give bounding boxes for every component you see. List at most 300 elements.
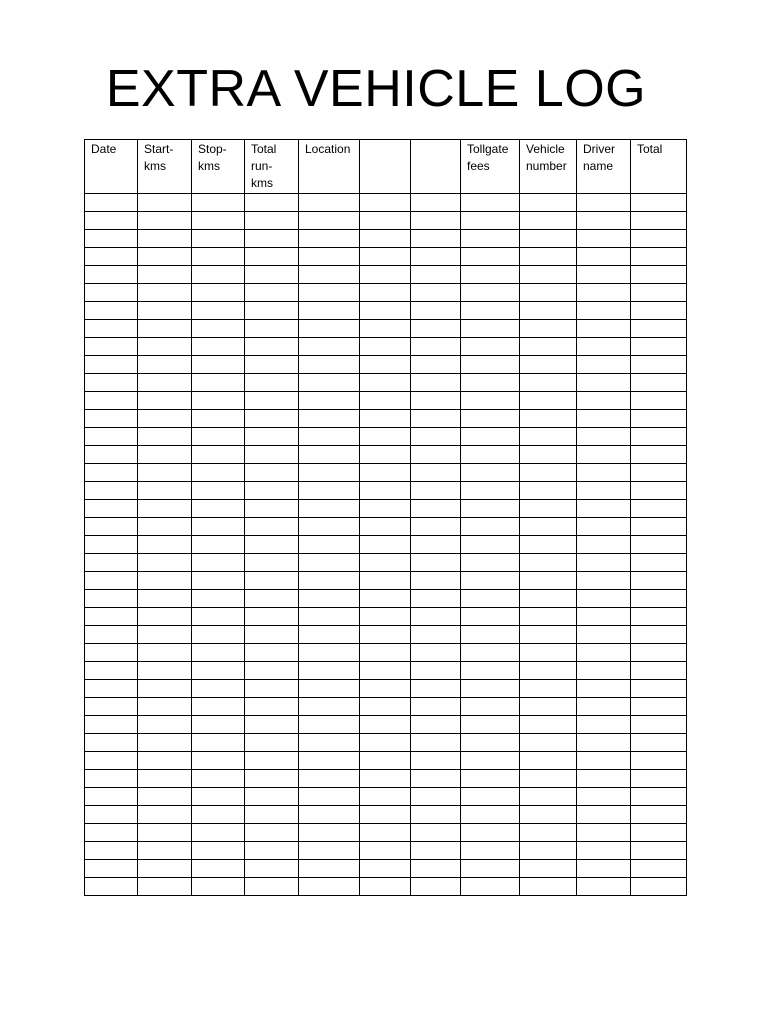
table-cell [461, 302, 520, 320]
table-cell [461, 410, 520, 428]
table-cell [577, 554, 631, 572]
table-cell [192, 518, 245, 536]
table-cell [461, 806, 520, 824]
table-cell [299, 716, 360, 734]
column-header: Start- kms [138, 140, 192, 194]
table-cell [192, 806, 245, 824]
table-cell [138, 356, 192, 374]
table-cell [631, 644, 687, 662]
table-cell [299, 878, 360, 896]
table-cell [360, 194, 411, 212]
table-cell [520, 770, 577, 788]
table-cell [461, 572, 520, 590]
table-cell [577, 500, 631, 518]
table-cell [85, 716, 138, 734]
table-cell [411, 878, 461, 896]
table-cell [192, 590, 245, 608]
table-cell [411, 698, 461, 716]
table-cell [192, 662, 245, 680]
table-cell [192, 230, 245, 248]
table-cell [577, 698, 631, 716]
table-cell [360, 536, 411, 554]
table-cell [192, 644, 245, 662]
table-cell [461, 698, 520, 716]
table-cell [461, 374, 520, 392]
table-cell [245, 788, 299, 806]
table-cell [631, 680, 687, 698]
table-cell [577, 644, 631, 662]
table-cell [360, 824, 411, 842]
table-cell [360, 356, 411, 374]
table-cell [245, 824, 299, 842]
table-cell [138, 230, 192, 248]
table-cell [299, 284, 360, 302]
table-row [85, 212, 687, 230]
table-cell [577, 734, 631, 752]
table-cell [245, 572, 299, 590]
table-cell [360, 626, 411, 644]
table-cell [85, 878, 138, 896]
table-cell [138, 662, 192, 680]
table-cell [192, 428, 245, 446]
table-cell [192, 374, 245, 392]
table-cell [631, 662, 687, 680]
table-cell [192, 212, 245, 230]
table-cell [577, 482, 631, 500]
table-cell [520, 626, 577, 644]
table-cell [299, 230, 360, 248]
table-cell [138, 626, 192, 644]
table-cell [461, 554, 520, 572]
table-cell [192, 878, 245, 896]
table-cell [299, 572, 360, 590]
table-cell [85, 266, 138, 284]
table-cell [360, 338, 411, 356]
table-cell [461, 356, 520, 374]
table-cell [577, 212, 631, 230]
table-cell [461, 878, 520, 896]
table-cell [85, 356, 138, 374]
table-cell [299, 824, 360, 842]
table-cell [631, 500, 687, 518]
table-cell [299, 500, 360, 518]
table-cell [577, 716, 631, 734]
table-cell [85, 500, 138, 518]
table-row [85, 590, 687, 608]
table-row [85, 500, 687, 518]
table-cell [192, 302, 245, 320]
table-cell [520, 860, 577, 878]
table-cell [577, 464, 631, 482]
table-cell [138, 842, 192, 860]
table-cell [411, 338, 461, 356]
table-cell [245, 374, 299, 392]
table-cell [85, 374, 138, 392]
table-row [85, 194, 687, 212]
table-cell [360, 644, 411, 662]
table-cell [245, 248, 299, 266]
table-cell [85, 482, 138, 500]
table-cell [192, 482, 245, 500]
table-cell [631, 716, 687, 734]
table-cell [299, 266, 360, 284]
table-cell [520, 302, 577, 320]
table-row [85, 554, 687, 572]
table-cell [192, 266, 245, 284]
table-row [85, 248, 687, 266]
table-cell [245, 518, 299, 536]
table-cell [138, 446, 192, 464]
table-cell [631, 356, 687, 374]
table-cell [299, 536, 360, 554]
table-cell [411, 194, 461, 212]
table-cell [245, 356, 299, 374]
table-cell [85, 302, 138, 320]
table-cell [85, 518, 138, 536]
table-cell [631, 392, 687, 410]
table-cell [138, 860, 192, 878]
table-cell [411, 662, 461, 680]
table-row [85, 320, 687, 338]
table-cell [520, 554, 577, 572]
table-cell [461, 716, 520, 734]
table-cell [360, 878, 411, 896]
table-cell [245, 806, 299, 824]
table-cell [360, 752, 411, 770]
table-cell [631, 788, 687, 806]
table-cell [411, 392, 461, 410]
table-cell [85, 446, 138, 464]
table-cell [360, 482, 411, 500]
table-cell [577, 230, 631, 248]
table-cell [577, 536, 631, 554]
table-cell [85, 806, 138, 824]
table-row [85, 734, 687, 752]
table-cell [631, 194, 687, 212]
table-cell [85, 590, 138, 608]
table-cell [631, 248, 687, 266]
table-cell [85, 392, 138, 410]
table-cell [138, 878, 192, 896]
table-cell [577, 770, 631, 788]
column-header [411, 140, 461, 194]
table-cell [577, 248, 631, 266]
table-cell [360, 806, 411, 824]
table-cell [520, 536, 577, 554]
table-cell [138, 734, 192, 752]
header-row [85, 140, 687, 194]
table-cell [520, 374, 577, 392]
table-cell [138, 464, 192, 482]
table-cell [411, 788, 461, 806]
column-header: Driver name [577, 140, 631, 194]
table-cell [520, 392, 577, 410]
table-cell [245, 320, 299, 338]
table-cell [461, 194, 520, 212]
table-cell [138, 572, 192, 590]
column-header: Location [299, 140, 360, 194]
table-cell [411, 680, 461, 698]
table-cell [520, 266, 577, 284]
table-cell [360, 860, 411, 878]
table-cell [631, 824, 687, 842]
table-cell [299, 518, 360, 536]
table-cell [138, 338, 192, 356]
table-cell [577, 194, 631, 212]
table-cell [360, 662, 411, 680]
table-cell [411, 320, 461, 338]
table-cell [461, 536, 520, 554]
table-cell [192, 752, 245, 770]
table-cell [461, 644, 520, 662]
table-cell [192, 716, 245, 734]
table-row [85, 860, 687, 878]
table-cell [631, 482, 687, 500]
table-cell [138, 698, 192, 716]
table-cell [631, 518, 687, 536]
table-cell [461, 788, 520, 806]
table-cell [577, 680, 631, 698]
table-cell [85, 284, 138, 302]
table-cell [299, 806, 360, 824]
table-cell [411, 482, 461, 500]
table-cell [411, 248, 461, 266]
table-cell [411, 770, 461, 788]
table-cell [520, 410, 577, 428]
table-cell [631, 572, 687, 590]
table-row [85, 392, 687, 410]
table-cell [360, 572, 411, 590]
table-cell [245, 284, 299, 302]
column-header [360, 140, 411, 194]
table-cell [520, 716, 577, 734]
table-row [85, 518, 687, 536]
table-cell [520, 338, 577, 356]
table-cell [631, 590, 687, 608]
table-cell [577, 788, 631, 806]
table-cell [138, 752, 192, 770]
table-cell [85, 626, 138, 644]
table-cell [411, 608, 461, 626]
table-cell [631, 446, 687, 464]
table-cell [631, 752, 687, 770]
table-cell [360, 302, 411, 320]
column-header: Total [631, 140, 687, 194]
table-cell [577, 518, 631, 536]
table-cell [577, 662, 631, 680]
table-row [85, 284, 687, 302]
table-row [85, 482, 687, 500]
table-cell [85, 536, 138, 554]
table-cell [411, 464, 461, 482]
table-cell [192, 860, 245, 878]
table-cell [138, 392, 192, 410]
table-cell [411, 626, 461, 644]
table-cell [245, 644, 299, 662]
table-cell [85, 410, 138, 428]
table-cell [245, 662, 299, 680]
table-cell [577, 446, 631, 464]
table-cell [245, 734, 299, 752]
table-cell [85, 824, 138, 842]
table-row [85, 662, 687, 680]
table-cell [360, 500, 411, 518]
table-cell [299, 698, 360, 716]
table-cell [85, 788, 138, 806]
table-cell [461, 212, 520, 230]
table-cell [245, 716, 299, 734]
table-cell [461, 680, 520, 698]
table-cell [192, 770, 245, 788]
table-cell [520, 284, 577, 302]
table-cell [360, 284, 411, 302]
table-cell [138, 536, 192, 554]
table-cell [520, 608, 577, 626]
table-cell [360, 464, 411, 482]
table-cell [631, 770, 687, 788]
table-row [85, 428, 687, 446]
table-row [85, 644, 687, 662]
table-cell [360, 680, 411, 698]
table-cell [192, 356, 245, 374]
table-cell [577, 428, 631, 446]
table-cell [245, 680, 299, 698]
table-cell [520, 662, 577, 680]
table-row [85, 410, 687, 428]
table-cell [411, 806, 461, 824]
table-cell [299, 680, 360, 698]
table-cell [577, 878, 631, 896]
table-cell [245, 338, 299, 356]
table-cell [299, 590, 360, 608]
table-cell [245, 536, 299, 554]
table-cell [520, 824, 577, 842]
table-cell [461, 464, 520, 482]
table-cell [299, 194, 360, 212]
table-row [85, 842, 687, 860]
table-cell [577, 410, 631, 428]
table-row [85, 824, 687, 842]
table-cell [138, 194, 192, 212]
table-cell [520, 230, 577, 248]
table-cell [461, 320, 520, 338]
table-cell [577, 356, 631, 374]
table-cell [245, 266, 299, 284]
column-header: Tollgate fees [461, 140, 520, 194]
table-cell [360, 320, 411, 338]
table-cell [85, 644, 138, 662]
table-cell [360, 608, 411, 626]
table-cell [577, 302, 631, 320]
table-cell [299, 626, 360, 644]
table-cell [461, 734, 520, 752]
table-cell [520, 752, 577, 770]
table-cell [299, 392, 360, 410]
table-cell [192, 680, 245, 698]
table-cell [138, 806, 192, 824]
table-cell [138, 374, 192, 392]
table-cell [461, 626, 520, 644]
table-cell [192, 338, 245, 356]
table-cell [138, 248, 192, 266]
table-cell [85, 248, 138, 266]
table-cell [138, 320, 192, 338]
table-cell [631, 338, 687, 356]
table-cell [461, 608, 520, 626]
table-cell [85, 464, 138, 482]
log-table-body [85, 194, 687, 896]
table-cell [577, 338, 631, 356]
table-cell [192, 572, 245, 590]
table-cell [360, 518, 411, 536]
table-cell [192, 788, 245, 806]
table-cell [520, 518, 577, 536]
table-row [85, 446, 687, 464]
table-cell [192, 464, 245, 482]
table-cell [192, 842, 245, 860]
table-cell [520, 788, 577, 806]
table-cell [245, 770, 299, 788]
table-cell [245, 194, 299, 212]
table-cell [192, 320, 245, 338]
table-cell [411, 734, 461, 752]
table-cell [138, 770, 192, 788]
table-cell [461, 230, 520, 248]
table-cell [631, 320, 687, 338]
table-cell [411, 446, 461, 464]
table-cell [461, 392, 520, 410]
table-cell [461, 860, 520, 878]
table-cell [85, 734, 138, 752]
table-cell [577, 752, 631, 770]
table-row [85, 374, 687, 392]
table-cell [299, 410, 360, 428]
table-cell [461, 752, 520, 770]
table-cell [360, 698, 411, 716]
table-cell [245, 302, 299, 320]
table-cell [520, 842, 577, 860]
table-cell [461, 662, 520, 680]
table-cell [520, 320, 577, 338]
table-cell [631, 806, 687, 824]
table-cell [577, 842, 631, 860]
table-cell [299, 446, 360, 464]
table-cell [520, 680, 577, 698]
table-cell [192, 554, 245, 572]
table-cell [192, 284, 245, 302]
table-cell [520, 248, 577, 266]
table-cell [631, 230, 687, 248]
table-cell [520, 194, 577, 212]
table-cell [411, 590, 461, 608]
table-cell [138, 788, 192, 806]
table-cell [631, 284, 687, 302]
table-cell [192, 626, 245, 644]
table-cell [245, 230, 299, 248]
table-cell [520, 464, 577, 482]
table-cell [299, 734, 360, 752]
table-cell [299, 320, 360, 338]
table-cell [360, 446, 411, 464]
table-cell [245, 626, 299, 644]
table-cell [192, 824, 245, 842]
table-row [85, 716, 687, 734]
table-cell [411, 410, 461, 428]
table-cell [299, 482, 360, 500]
table-cell [461, 590, 520, 608]
table-row [85, 464, 687, 482]
table-cell [299, 374, 360, 392]
